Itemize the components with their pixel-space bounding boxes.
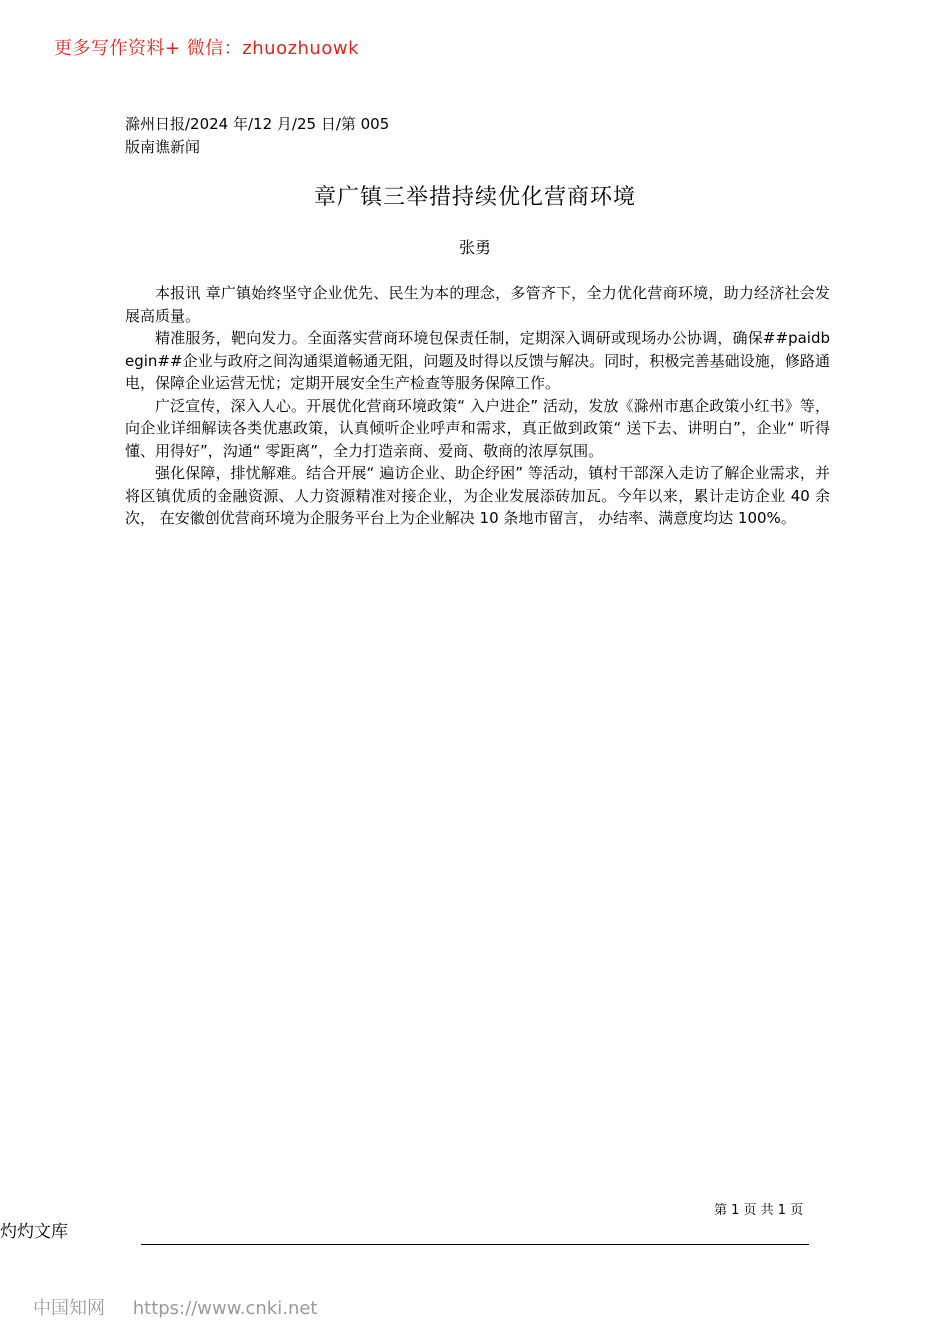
article-body (125, 282, 830, 530)
cnki-url: https://www.cnki.net (132, 1298, 318, 1319)
promo-banner: 更多写作资料+ 微信：zhuozhuowk (54, 38, 360, 59)
article-author: 张勇 (458, 238, 491, 257)
article-paragraph: 本报讯 章广镇始终坚守企业优先、民生为本的理念，多管齐下，全力优化营商环境，助力经济社会发展高质量。 (125, 284, 830, 325)
source-line-2: 版南谯新闻 (125, 138, 201, 156)
cnki-watermark (33, 1294, 317, 1320)
article-title: 章广镇三举措持续优化营商环境 (313, 185, 636, 210)
article-paragraph: 广泛宣传，深入人心。开展优化营商环境政策“ 入户进企” 活动，发放《滁州市惠企政策小红书》等，向企业详细解读各类优惠政策，认真倾听企业呼声和需求，真正做到政策“ 送下去、讲明白”，企业“ 听得懂、用得好”，沟通“ 零距离”，全力打造亲商、爱商、敬商的浓厚氛围。 (125, 396, 830, 460)
article-paragraph: 精准服务，靶向发力。全面落实营商环境包保责任制，定期深入调研或现场办公协调，确保##paidbegin##企业与政府之间沟通渠道畅通无阻，问题及时得以反馈与解决。同时，积极完善基础设施，修路通电，保障企业运营无忧；定期开展安全生产检查等服务保障工作。 (125, 329, 830, 392)
source-line-1: 滁州日报/2024 年/12 月/25 日/第 005 (125, 115, 390, 133)
cnki-brand: 中国知网 (33, 1298, 105, 1319)
library-name: 灼灼文库 (0, 1222, 68, 1242)
source-citation (125, 113, 389, 159)
article-paragraph: 强化保障，排忧解难。结合开展“ 遍访企业、助企纾困” 等活动，镇村干部深入走访了解企业需求，并将区镇优质的金融资源、人力资源精准对接企业，为企业发展添砖加瓦。今年以来，累计走访企业 40 余次， 在安徽创优营商环境为企服务平台上为企业解决 10 条地市留言， 办结率、满意度均达 100%。 (125, 464, 830, 527)
page-indicator: 第 1 页 共 1 页 (714, 1203, 804, 1218)
footer-divider (141, 1244, 809, 1245)
